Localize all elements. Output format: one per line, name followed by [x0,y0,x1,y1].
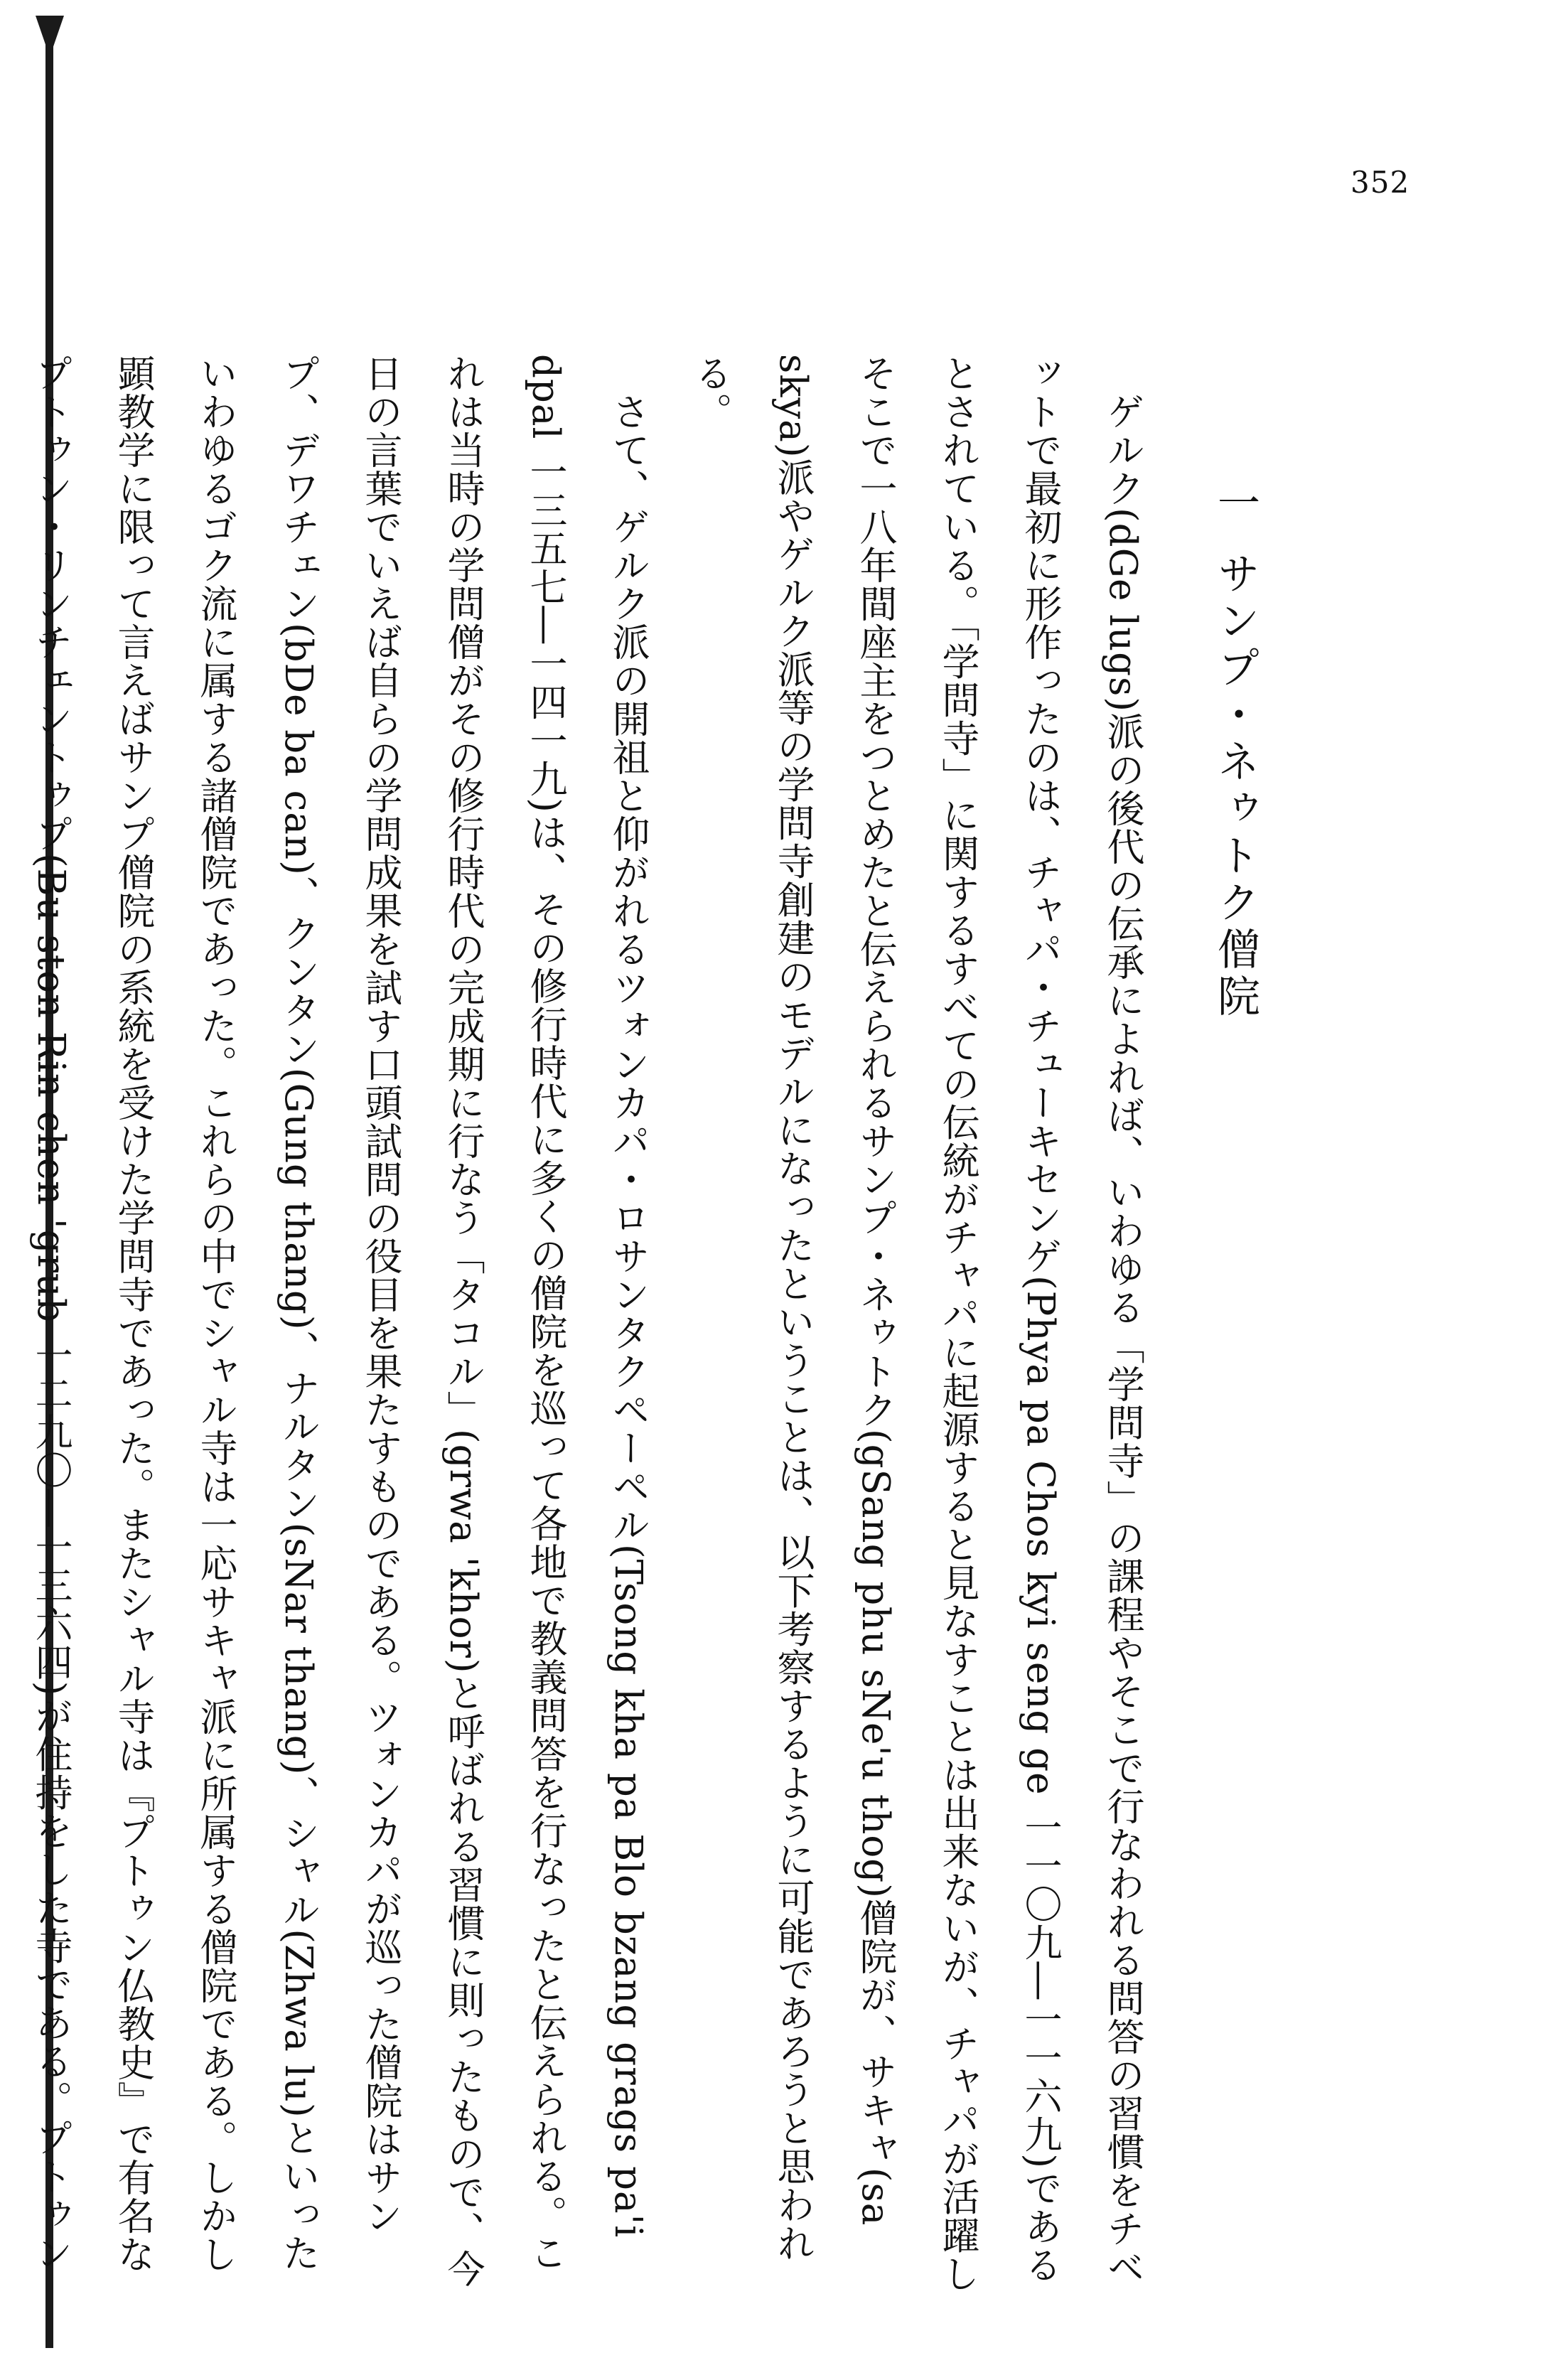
section-heading-number: 一 [1210,481,1260,527]
vertical-text-body [29,354,1274,2305]
page-number: 352 [1350,165,1410,200]
paragraph-2: さて、ゲルク派の開祖と仰がれるツォンカパ・ロサンタクペーペル(Tsong kha pa Blo bzang grags pa'i dpal 一三五七―一四一九)は、その修行時代に多くの僧院を巡って各地で教義問答を行なったと伝えられる。これは当時の学問僧がその修行時代の完成期に行なう「タコル」(grwa 'khor)と呼ばれる習慣に則ったもので、今日の言葉でいえば自らの学問成果を試す口頭試問の役目を果たすものである。ツォンカパが巡った僧院はサンプ、デワチェン(bDe ba can)、クンタン(Gung thang)、ナルタン(sNar thang)、シャル(Zhwa lu)といったいわゆるゴク流に属する諸僧院であった。これらの中でシャル寺は一応サキャ派に所属する僧院である。しかし顕教学に限って言えばサンプ僧院の系統を受けた学問寺であった。またシャル寺は『プトゥン仏教史』で有名なプトゥン・リンチェントゥプ(Bu ston Rin chen 'grub 一二九〇―一三六四)が住持をした寺である。プトゥン [29,354,650,2288]
paragraph-1: ゲルク(dGe lugs)派の後代の伝承によれば、いわゆる「学問寺」の課程やそこで行なわれる問答の習慣をチベットで最初に形作ったのは、チャパ・チューキセンゲ(Phya pa Chos kyi seng ge 一一〇九―一一六九)であるとされている。「学問寺」に関するすべての伝統がチャパに起源すると見なすことは出来ないが、チャパが活躍しそこで一八年間座主をつとめたと伝えられるサンプ・ネゥトク(gSang phu sNe'u thog)僧院が、サキャ(sa skya)派やゲルク派等の学問寺創建のモデルになったということは、以下考察するように可能であろうと思われる。 [689,354,1144,2293]
binding-edge-cap [36,16,64,57]
section-heading-title: サンプ・ネゥトク僧院 [1210,552,1260,1021]
section-heading [1196,431,1274,2305]
